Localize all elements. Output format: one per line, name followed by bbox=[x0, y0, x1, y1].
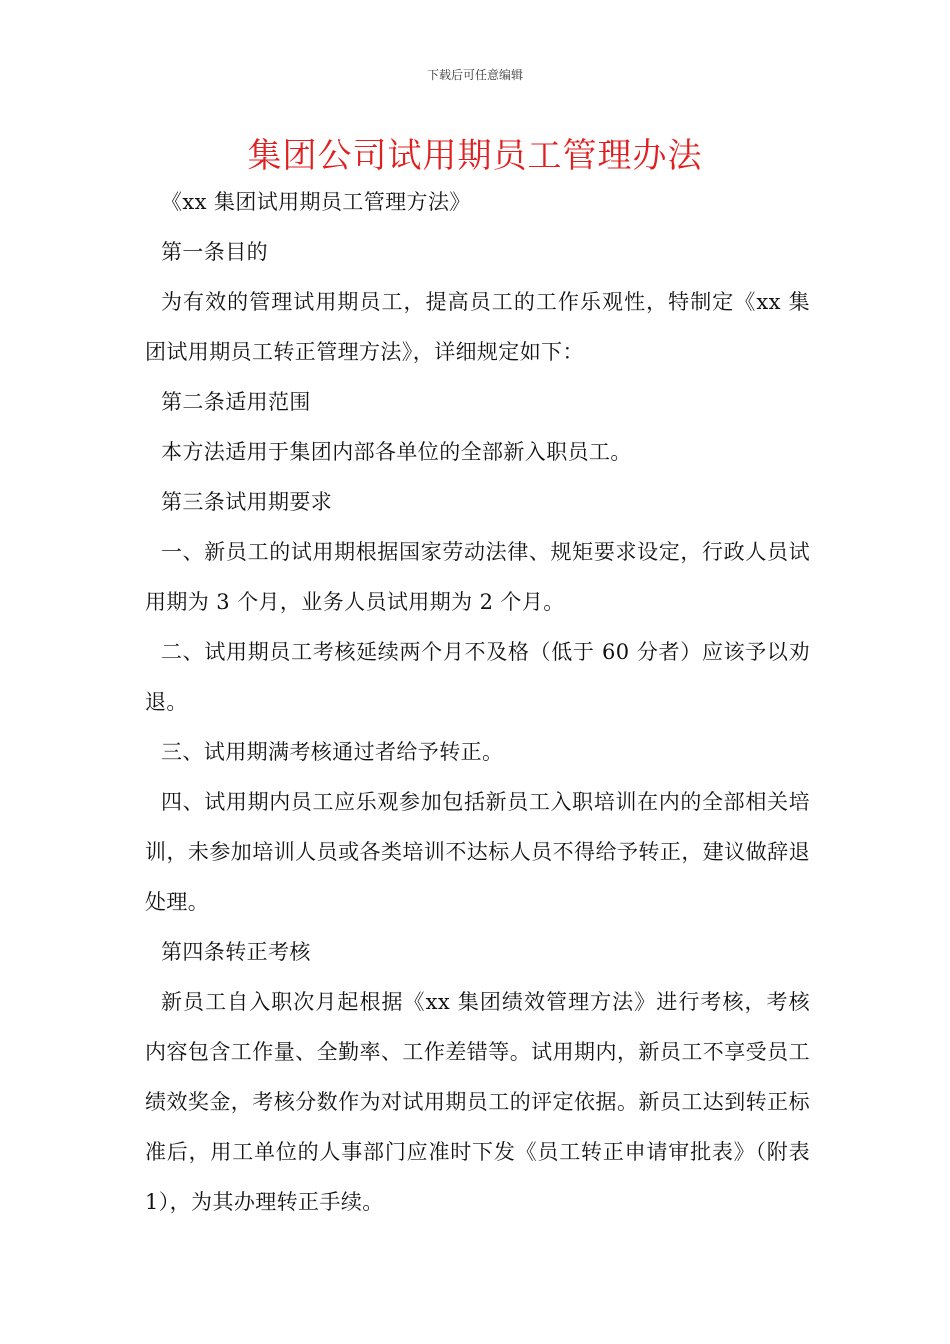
article-3-heading: 第三条试用期要求 bbox=[161, 490, 333, 514]
document-title: 集团公司试用期员工管理办法 bbox=[247, 136, 703, 176]
document-body bbox=[145, 177, 810, 1227]
article-4-heading: 第四条转正考核 bbox=[161, 940, 311, 964]
article-3-item-1: 一、新员工的试用期根据国家劳动法律、规矩要求设定，行政人员试用期为 3 个月，业务人员试用期为 2 个月。 bbox=[145, 540, 810, 614]
article-4-text: 新员工自入职次月起根据《xx 集团绩效管理方法》进行考核，考核内容包含工作量、全勤率、工作差错等。试用期内，新员工不享受员工绩效奖金，考核分数作为对试用期员工的评定依据。新员工达到转正标准后，用工单位的人事部门应准时下发《员工转正申请审批表》（附表 1），为其办理转正手续。 bbox=[145, 990, 810, 1214]
article-3-item-2: 二、试用期员工考核延续两个月不及格（低于 60 分者）应该予以劝退。 bbox=[145, 640, 810, 714]
doc-subtitle: 《xx 集团试用期员工管理方法》 bbox=[161, 190, 471, 214]
header-note: 下载后可任意编辑 bbox=[426, 68, 523, 82]
article-3-item-4: 四、试用期内员工应乐观参加包括新员工入职培训在内的全部相关培训，未参加培训人员或各类培训不达标人员不得给予转正，建议做辞退处理。 bbox=[145, 790, 810, 914]
article-2-text: 本方法适用于集团内部各单位的全部新入职员工。 bbox=[161, 440, 632, 464]
article-1-text: 为有效的管理试用期员工，提高员工的工作乐观性，特制定《xx 集团试用期员工转正管理方法》，详细规定如下： bbox=[145, 290, 810, 364]
article-3-item-3: 三、试用期满考核通过者给予转正。 bbox=[161, 740, 504, 764]
article-1-heading: 第一条目的 bbox=[161, 240, 268, 264]
article-2-heading: 第二条适用范围 bbox=[161, 390, 311, 414]
